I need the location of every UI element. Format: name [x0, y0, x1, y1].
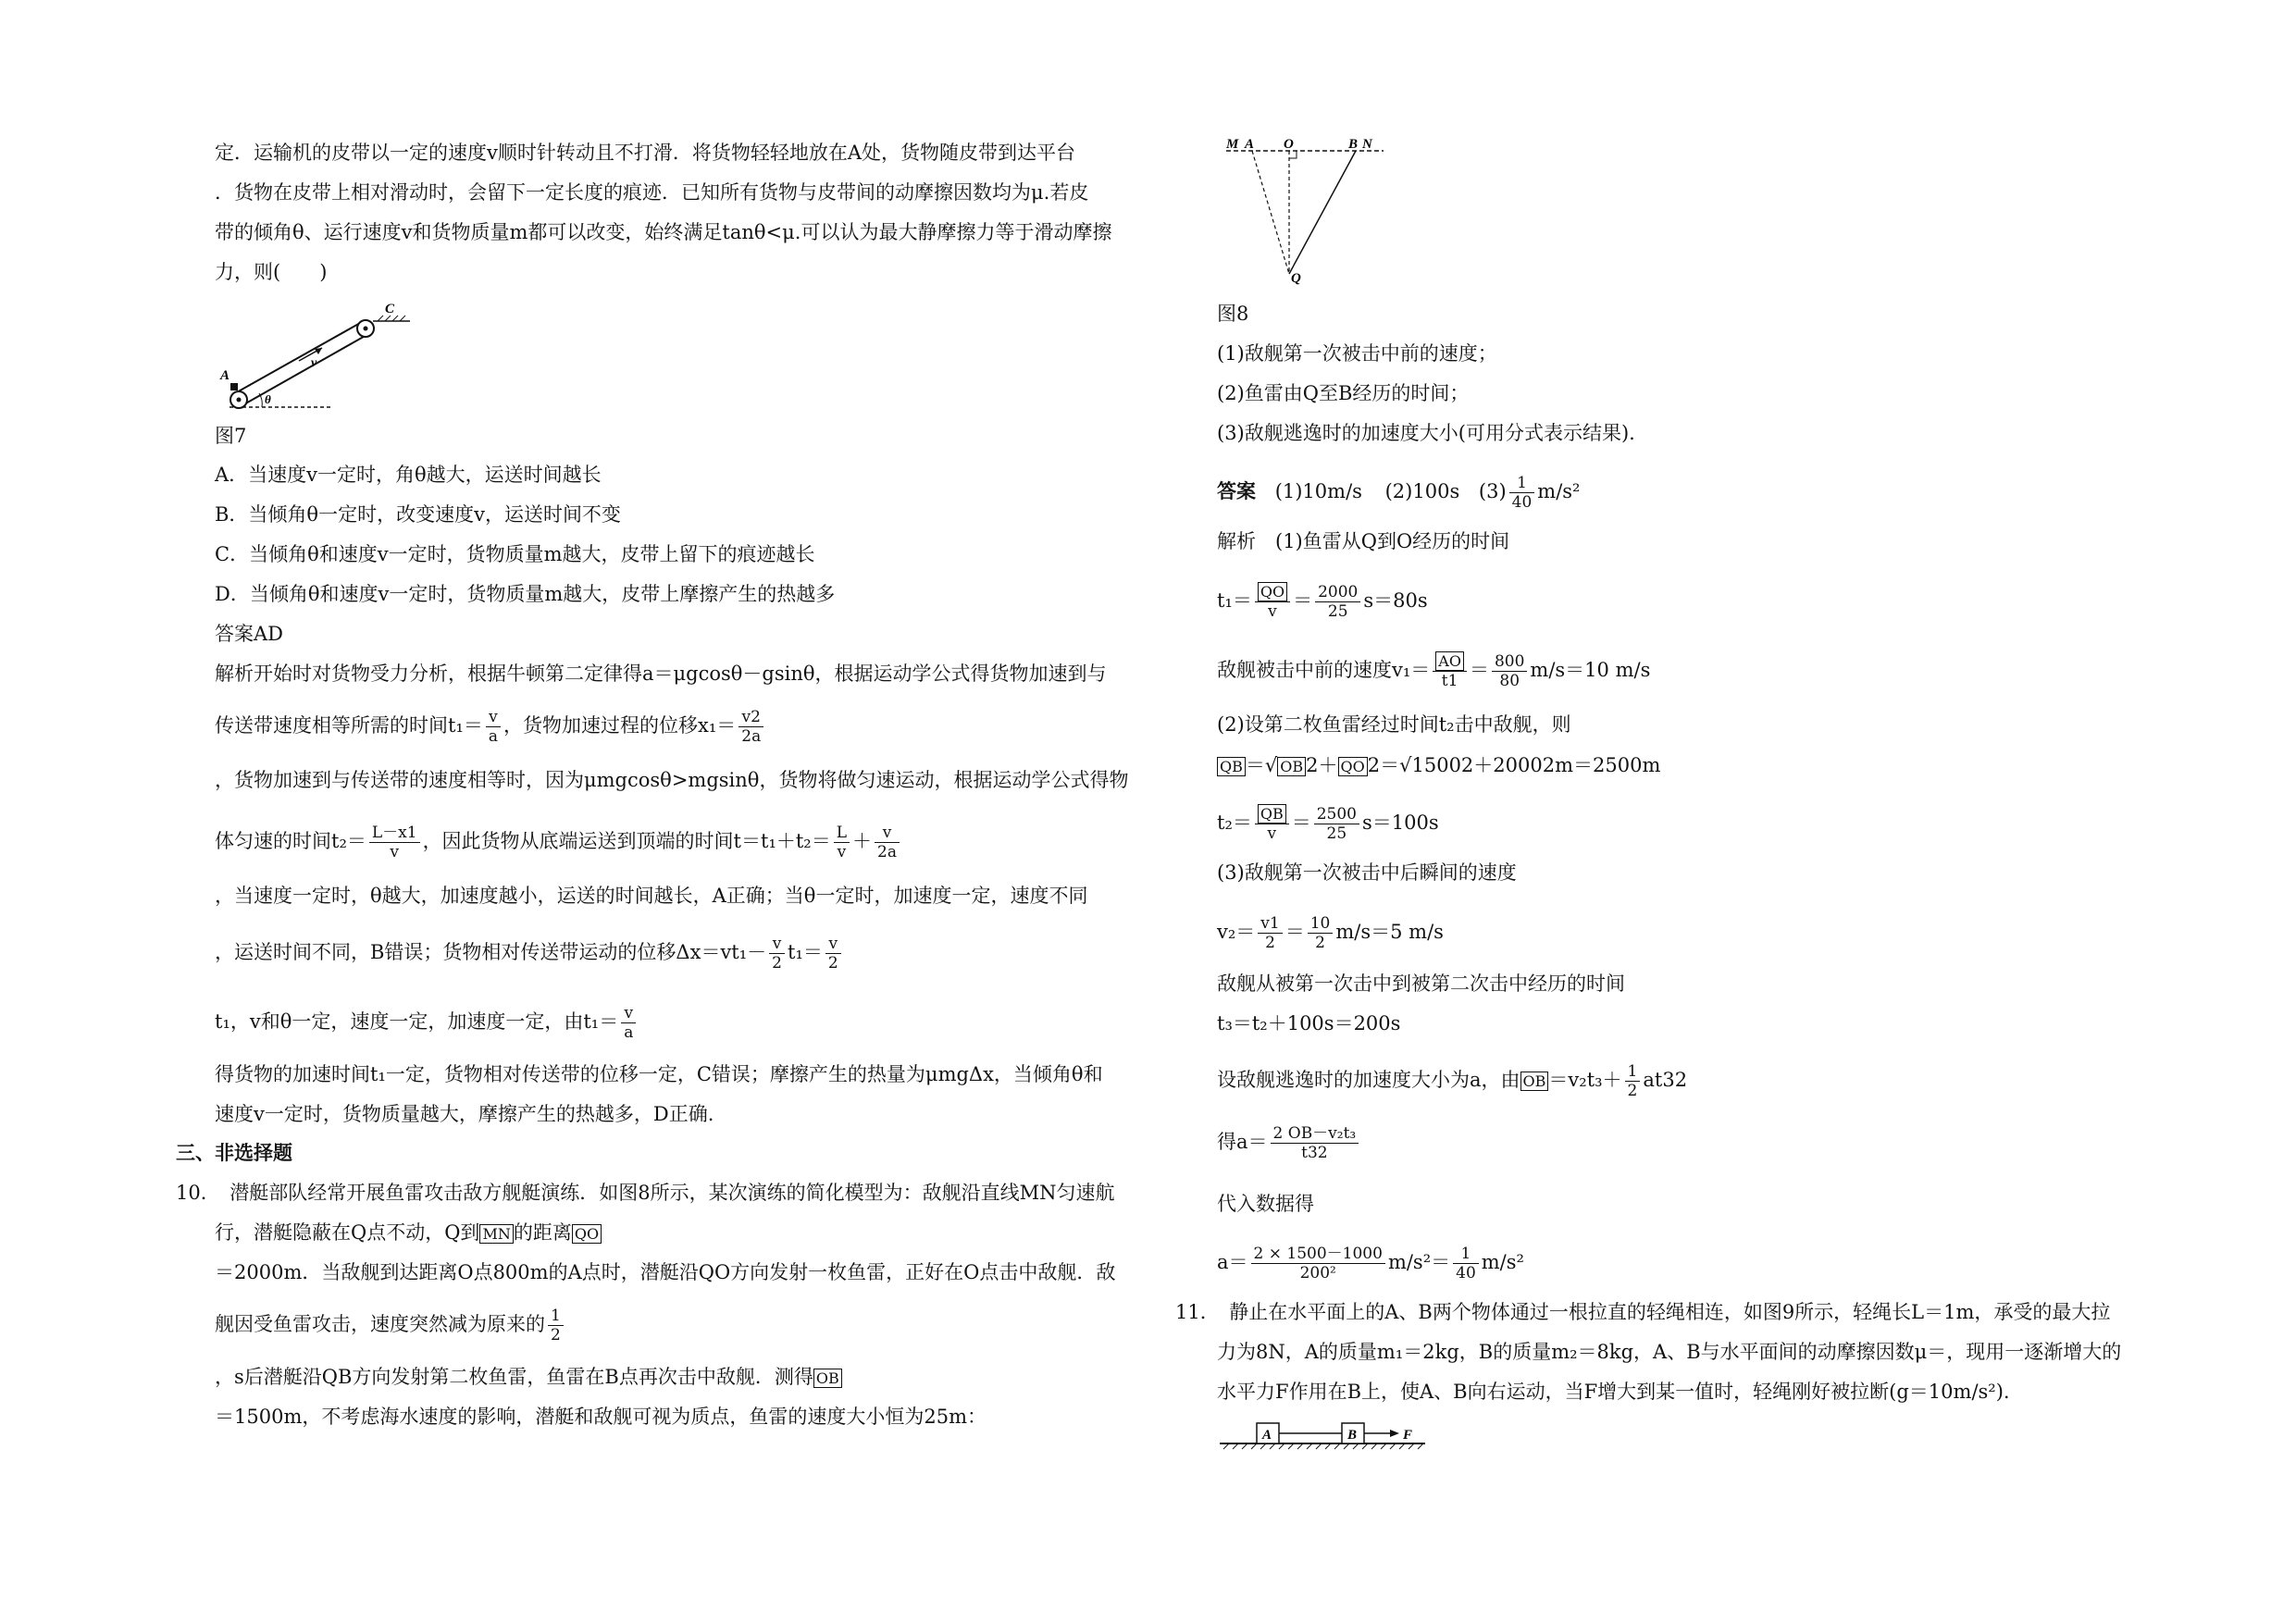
analysis-line-2 [215, 708, 766, 746]
fraction [369, 824, 420, 861]
answer-label: 答案 [1217, 479, 1256, 502]
figure-9-diagram [1220, 1416, 1433, 1462]
analysis-text: ，运送时间不同，B错误；货物相对传送带运动的位移Δx＝vt₁－ [215, 941, 767, 963]
answer-9: 答案AD [215, 623, 284, 645]
fraction [825, 935, 841, 973]
analysis-line-6 [215, 935, 844, 973]
q10-analysis-t1 [1217, 583, 1428, 621]
numerator: v2 [738, 708, 763, 727]
analysis-text: ＝ [1291, 812, 1311, 834]
analysis-text: a＝ [1217, 1251, 1248, 1273]
fraction [1433, 652, 1467, 690]
fig9-label-b: B [1347, 1428, 1358, 1443]
analysis-text: v₂＝ [1217, 921, 1256, 943]
fig8-label-m: M [1226, 137, 1239, 152]
numerator: 10 [1308, 914, 1334, 934]
fraction [1625, 1062, 1641, 1100]
analysis-line-4 [215, 824, 902, 861]
analysis-text: s＝100s [1362, 812, 1439, 834]
option-a: A．当速度v一定时，角θ越大，运送时间越长 [215, 464, 602, 486]
q10-analysis-final [1217, 1245, 1524, 1282]
analysis-text: t₂＝ [1217, 812, 1252, 834]
intro-line-1: 定．运输机的皮带以一定的速度v顺时针转动且不打滑．将货物轻轻地放在A处，货物随皮带到达平台 [215, 142, 1076, 164]
fraction [769, 935, 785, 973]
numerator: v [875, 824, 900, 843]
denominator: 2a [877, 843, 897, 861]
option-d: D．当倾角θ和速度v一定时，货物质量m越大，皮带上摩擦产生的热越多 [215, 583, 836, 605]
numerator: 800 [1492, 652, 1527, 672]
intro-line-2: ．货物在皮带上相对滑动时，会留下一定长度的痕迹．已知所有货物与皮带间的动摩擦因数均为μ.若皮 [215, 181, 1089, 204]
answer-3: (3) [1478, 480, 1507, 502]
symbol-qb: QB [1217, 757, 1246, 776]
analysis-text: ＝v₂t₃＋ [1548, 1069, 1622, 1091]
denominator: 2 [551, 1326, 561, 1344]
q10-analysis-h3: (3)敌舰第一次被击中后瞬间的速度 [1217, 861, 1517, 884]
denominator: 200² [1299, 1264, 1336, 1282]
denominator: 2a [741, 727, 762, 746]
numerator: L [834, 824, 850, 843]
numerator: 2 × 1500－1000 [1251, 1245, 1385, 1264]
analysis-text: 设敌舰逃逸时的加速度大小为a，由 [1217, 1069, 1520, 1091]
fraction [1255, 805, 1289, 843]
numerator: 2500 [1314, 805, 1359, 824]
q10-symbol-qo: QO [572, 1224, 602, 1244]
q11-line-1: 11． 静止在水平面上的A、B两个物体通过一根拉直的轻绳相连，如图9所示，轻绳长L＝1m，承受的最大拉 [1175, 1301, 2111, 1323]
denominator: v [1267, 824, 1277, 843]
denominator: 2 [1315, 934, 1325, 952]
analysis-text: 2＝√15002＋20002m＝2500m [1367, 754, 1661, 776]
denominator: 2 [772, 954, 782, 973]
fig9-label-a: A [1262, 1428, 1272, 1443]
q10-analysis-h2: (2)设第二枚鱼雷经过时间t₂击中敌舰，则 [1217, 713, 1571, 736]
analysis-text: m/s² [1481, 1251, 1524, 1273]
numerator: L－x1 [369, 824, 420, 843]
q10-line-3: ＝2000m．当敌舰到达距离O点800m的A点时，潜艇沿QO方向发射一枚鱼雷，正好在O点击中敌舰．敌 [215, 1261, 1116, 1283]
fraction [875, 824, 900, 861]
analysis-line-7 [215, 1004, 639, 1042]
q10-text: ，s后潜艇沿QB方向发射第二枚鱼雷，鱼雷在B点再次击中敌舰．测得 [215, 1366, 813, 1388]
analysis-text: 得a＝ [1217, 1131, 1268, 1153]
numerator: 2 OB－v₂t₃ [1271, 1124, 1359, 1144]
fig9-label-f: F [1403, 1428, 1413, 1443]
analysis-line-1: 解析开始时对货物受力分析，根据牛顿第二定律得a＝μgcosθ－gsinθ，根据运动学公式得货物加速到与 [215, 663, 1107, 685]
analysis-line-3: ，货物加速到与传送带的速度相等时，因为μmgcosθ>mgsinθ，货物将做匀速运动，根据运动学公式得物 [215, 769, 1129, 791]
fraction [1258, 914, 1282, 952]
numerator: v [621, 1004, 636, 1023]
numerator: v [486, 708, 501, 727]
analysis-text: 敌舰被击中前的速度v₁＝ [1217, 659, 1431, 681]
fraction [834, 824, 850, 861]
numerator: 1 [1453, 1245, 1479, 1264]
analysis-text: t₁，v和θ一定，速度一定，加速度一定，由t₁＝ [215, 1010, 619, 1033]
analysis-text: ＝ [1285, 921, 1305, 943]
numerator: 1 [1625, 1062, 1641, 1082]
q10-symbol-ob: OB [813, 1369, 842, 1388]
figure-8-diagram [1217, 137, 1393, 285]
q11-line-2: 力为8N，A的质量m₁＝2kg，B的质量m₂＝8kg，A、B与水平面间的动摩擦因数μ＝，现用一逐渐增大的 [1217, 1341, 2122, 1363]
analysis-text: ＝ [1293, 589, 1313, 612]
intro-line-3: 带的倾角θ、运行速度v和货物质量m都可以改变，始终满足tanθ<μ.可以认为最大静摩擦力等于滑动摩擦 [215, 221, 1112, 243]
q10-analysis-setup [1217, 1062, 1687, 1100]
denominator: 25 [1327, 602, 1348, 621]
symbol-ob: OB [1520, 1072, 1549, 1091]
symbol-ao: AO [1435, 651, 1464, 671]
analysis-text: ，因此货物从底端运送到顶端的时间t＝t₁＋t₂＝ [422, 830, 831, 852]
numerator: v1 [1258, 914, 1282, 934]
q10-analysis-v1 [1217, 652, 1650, 690]
fraction [1271, 1124, 1359, 1162]
q10-sub-3: (3)敌舰逃逸时的加速度大小(可用分式表示结果). [1217, 422, 1635, 444]
fig8-label-q: Q [1291, 271, 1301, 285]
analysis-text: s＝80s [1363, 589, 1428, 612]
q10-text: 行，潜艇隐蔽在Q点不动，Q到 [215, 1221, 480, 1244]
fraction [486, 708, 501, 746]
answer-2: (2)100s [1384, 480, 1460, 502]
denominator: a [624, 1023, 634, 1042]
denominator: 2 [1265, 934, 1275, 952]
numerator: v [769, 935, 785, 954]
q10-sub-1: (1)敌舰第一次被击中前的速度； [1217, 342, 1497, 365]
fraction [738, 708, 763, 746]
analysis-text: m/s²＝ [1387, 1251, 1451, 1273]
fig7-label-theta: θ [265, 392, 271, 406]
q10-text: 的距离 [513, 1221, 572, 1244]
symbol-qo: QO [1258, 582, 1287, 601]
fig8-label-n: N [1362, 137, 1372, 152]
numerator: 2000 [1315, 583, 1360, 602]
analysis-text: m/s＝10 m/s [1530, 659, 1651, 681]
q10-line-6: ＝1500m，不考虑海水速度的影响，潜艇和敌舰可视为质点，鱼雷的速度大小恒为25m： [215, 1406, 987, 1428]
analysis-text: 体匀速的时间t₂＝ [215, 830, 366, 852]
fraction [1509, 474, 1535, 512]
q10-analysis-h1: 解析 (1)鱼雷从Q到O经历的时间 [1217, 530, 1510, 552]
option-c: C．当倾角θ和速度v一定时，货物质量m越大，皮带上留下的痕迹越长 [215, 543, 815, 565]
fig8-label-b: B [1348, 137, 1359, 152]
q10-analysis-qb [1217, 753, 1660, 779]
fig7-label-v: v [311, 356, 317, 370]
analysis-text: 2＋ [1306, 754, 1338, 776]
q10-sub-2: (2)鱼雷由Q至B经历的时间； [1217, 382, 1470, 404]
fig8-label-a: A [1245, 137, 1255, 152]
numerator: 1 [548, 1307, 564, 1326]
analysis-line-9: 速度v一定时，货物质量越大，摩擦产生的热越多，D正确. [215, 1103, 714, 1125]
denominator: 2 [1627, 1082, 1638, 1100]
fraction [548, 1307, 564, 1344]
analysis-line-8: 得货物的加速时间t₁一定，货物相对传送带的位移一定，C错误；摩擦产生的热量为μmgΔx，当倾角θ和 [215, 1063, 1103, 1085]
denominator: t1 [1441, 672, 1458, 690]
analysis-line-5: ，当速度一定时，θ越大，加速度越小，运送的时间越长，A正确；当θ一定时，加速度一定，速度不同 [215, 885, 1088, 907]
q10-text: 舰因受鱼雷攻击，速度突然减为原来的 [215, 1313, 545, 1335]
fraction [1308, 914, 1334, 952]
denominator: 25 [1326, 824, 1347, 843]
q11-line-3: 水平力F作用在B上，使A、B向右运动，当F增大到某一值时，轻绳刚好被拉断(g＝10m/s²). [1217, 1381, 2010, 1403]
figure-7-conveyor [211, 294, 424, 410]
analysis-text: 传送带速度相等所需的时间t₁＝ [215, 714, 483, 737]
denominator: a [488, 727, 498, 746]
q10-analysis-t3: t₃＝t₂＋100s＝200s [1217, 1012, 1401, 1035]
fraction [1255, 583, 1290, 621]
analysis-text: ＋ [852, 830, 873, 852]
analysis-text: ，货物加速过程的位移x₁＝ [503, 714, 737, 737]
answer-unit: m/s² [1537, 480, 1581, 502]
analysis-text: ＝√ [1245, 754, 1278, 776]
denominator: 80 [1499, 672, 1520, 690]
intro-line-4: 力，则( ) [215, 261, 328, 283]
fraction [1453, 1245, 1479, 1282]
figure-8-caption: 图8 [1217, 303, 1249, 325]
denominator: t32 [1301, 1144, 1328, 1162]
fig7-label-a: A [220, 368, 230, 383]
q10-analysis-v2 [1217, 914, 1444, 952]
q10-line-4 [215, 1307, 566, 1344]
q10-analysis-sub: 代入数据得 [1217, 1193, 1314, 1215]
fig8-label-o: O [1284, 137, 1294, 152]
q10-line-2 [215, 1220, 602, 1246]
symbol-qb: QB [1258, 804, 1286, 824]
fraction [1251, 1245, 1385, 1282]
figure-7-caption: 图7 [215, 425, 247, 447]
analysis-text: t₁＝ [788, 941, 823, 963]
denominator: v [390, 843, 400, 861]
numerator: 1 [1509, 474, 1535, 493]
q10-analysis-h4: 敌舰从被第一次击中到被第二次击中经历的时间 [1217, 973, 1625, 995]
denominator: 2 [827, 954, 838, 973]
analysis-text: ＝ [1469, 659, 1489, 681]
q10-answer [1217, 474, 1580, 512]
symbol-qo: QO [1338, 757, 1368, 776]
fraction [1492, 652, 1527, 690]
q10-line-1: 10． 潜艇部队经常开展鱼雷攻击敌方舰艇演练．如图8所示，某次演练的简化模型为：敌舰沿直线MN匀速航 [176, 1182, 1115, 1204]
analysis-text: at32 [1643, 1069, 1688, 1091]
numerator: v [825, 935, 841, 954]
q10-line-5 [215, 1365, 842, 1391]
option-b: B．当倾角θ一定时，改变速度v，运送时间不变 [215, 503, 621, 526]
q10-analysis-t2 [1217, 805, 1439, 843]
q10-analysis-result [1217, 1124, 1361, 1162]
denominator: 40 [1456, 1264, 1476, 1282]
fig7-label-c: C [385, 302, 395, 316]
denominator: v [837, 843, 847, 861]
fraction [1315, 583, 1360, 621]
answer-1: (1)10m/s [1274, 480, 1362, 502]
symbol-ob: OB [1277, 757, 1306, 776]
denominator: v [1268, 602, 1277, 621]
section-heading: 三、非选择题 [176, 1141, 292, 1164]
analysis-text: t₁＝ [1217, 589, 1252, 612]
fraction [1314, 805, 1359, 843]
q10-symbol-mn: MN [479, 1224, 513, 1244]
denominator: 40 [1511, 493, 1533, 512]
analysis-text: m/s＝5 m/s [1335, 921, 1444, 943]
fraction [621, 1004, 636, 1042]
